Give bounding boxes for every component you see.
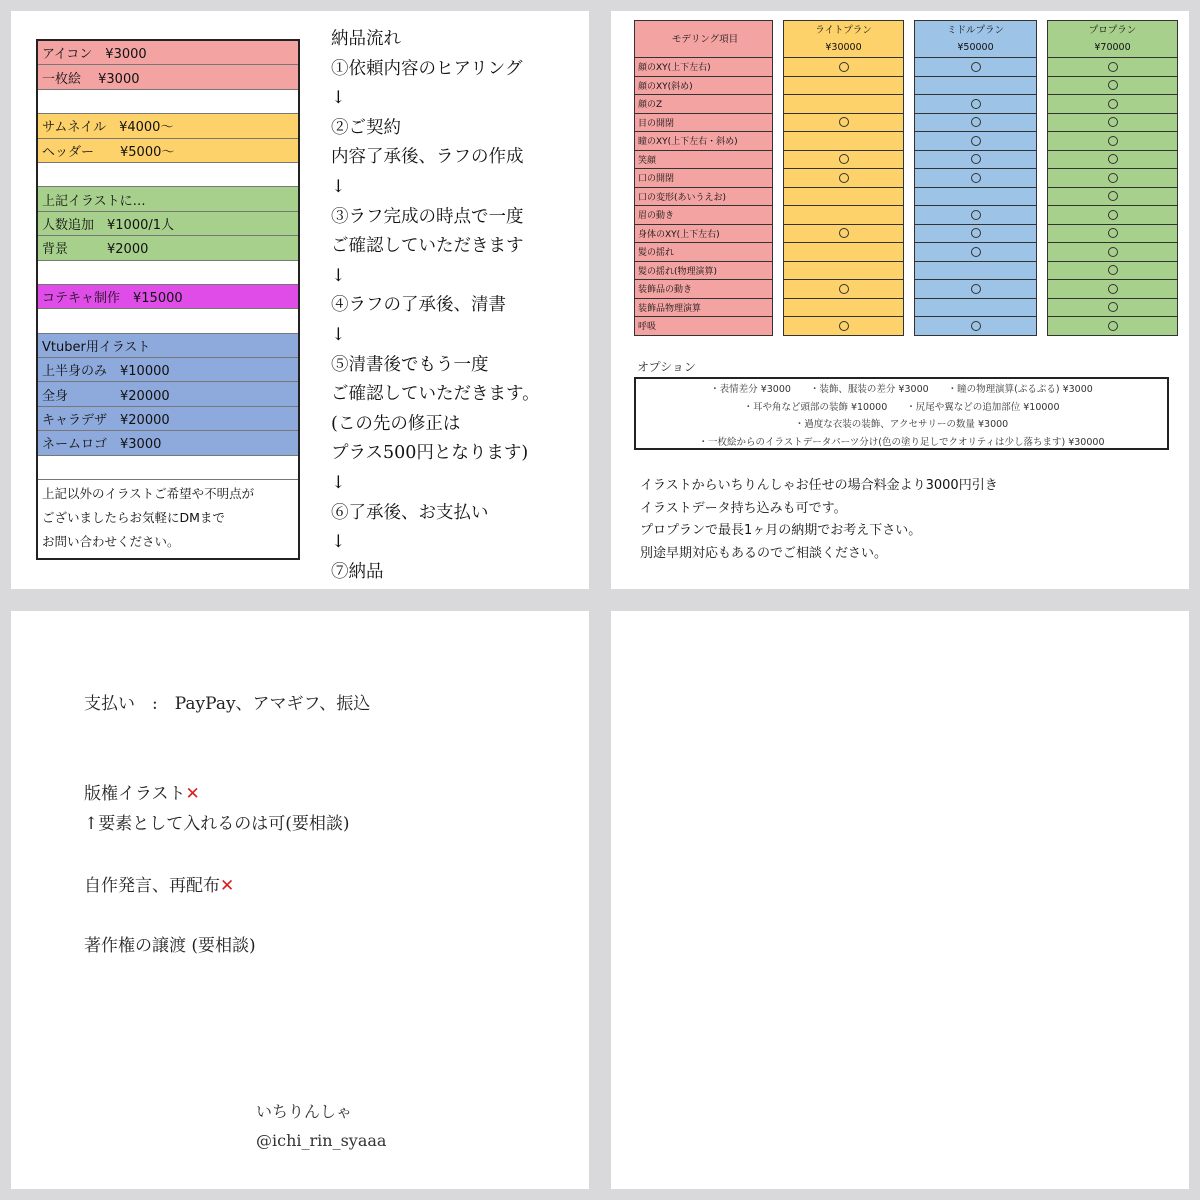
included-circle-icon	[1108, 321, 1118, 331]
modeling-row	[635, 76, 1178, 95]
price-row-label: ネームロゴ ¥3000	[42, 437, 162, 453]
included-circle-icon	[1108, 80, 1118, 90]
plan-pro-cell	[1048, 76, 1178, 95]
note-line: 別途早期対応もあるのでご相談ください。	[640, 545, 888, 561]
column-gap	[1037, 224, 1048, 243]
price-note-line: ございましたらお気軽にDMまで	[42, 510, 225, 526]
price-note	[38, 480, 298, 558]
price-row-label: 上半身のみ ¥10000	[42, 364, 170, 380]
flow-step: ③ラフ完成の時点で一度	[331, 206, 524, 227]
plan-middle-price: ¥50000	[957, 42, 994, 53]
price-row	[38, 41, 298, 65]
modeling-item: 口の開閉	[635, 169, 773, 188]
price-row-label: コテキャ制作 ¥15000	[42, 291, 183, 307]
column-gap	[773, 206, 784, 225]
included-circle-icon	[1108, 173, 1118, 183]
plan-pro-price: ¥70000	[1094, 42, 1131, 53]
price-row	[38, 187, 298, 211]
included-circle-icon	[971, 321, 981, 331]
column-gap	[904, 280, 915, 299]
plan-light-cell	[784, 150, 904, 169]
column-gap	[904, 150, 915, 169]
column-gap	[904, 317, 915, 336]
flow-step: ⑤清書後でもう一度	[331, 354, 489, 375]
fanart-rule	[84, 779, 200, 804]
price-row-label: 上記イラストに…	[42, 193, 146, 209]
modeling-table	[634, 20, 1178, 336]
column-gap	[773, 243, 784, 262]
column-gap	[904, 132, 915, 151]
flow-step: ④ラフの了承後、清書	[331, 295, 506, 316]
plan-pro-cell	[1048, 150, 1178, 169]
modeling-item: 装飾品物理演算	[635, 298, 773, 317]
self-claim-rule	[84, 871, 234, 896]
price-rows	[38, 41, 298, 480]
modeling-row	[635, 206, 1178, 225]
plan-light-cell	[784, 224, 904, 243]
plan-middle-header	[915, 21, 1037, 58]
plan-pro-cell	[1048, 224, 1178, 243]
column-gap	[1037, 113, 1048, 132]
plan-middle-cell	[915, 243, 1037, 262]
fanart-label: 版権イラスト	[84, 784, 186, 804]
plan-middle-cell	[915, 187, 1037, 206]
included-circle-icon	[1108, 210, 1118, 220]
column-gap	[904, 224, 915, 243]
plan-light-cell	[784, 206, 904, 225]
included-circle-icon	[971, 99, 981, 109]
column-gap	[1037, 95, 1048, 114]
note-line: イラストデータ持ち込みも可です。	[640, 500, 847, 516]
plan-pro-cell	[1048, 298, 1178, 317]
plan-pro-cell	[1048, 243, 1178, 262]
option-line: ・耳や角など頭部の装飾 ¥10000 ・尻尾や翼などの追加部位 ¥10000	[743, 401, 1060, 413]
plan-middle-name: ミドルプラン	[946, 25, 1004, 36]
price-note-line: お問い合わせください。	[42, 534, 180, 550]
price-row	[38, 358, 298, 382]
options-label: オプション	[637, 360, 696, 374]
plan-pro-cell	[1048, 169, 1178, 188]
note-line: イラストからいちりんしゃお任せの場合料金より3000円引き	[640, 478, 998, 493]
plan-light-name: ライトプラン	[815, 25, 872, 36]
price-row-label: 人数追加 ¥1000/1人	[42, 217, 175, 233]
modeling-item: 呼吸	[635, 317, 773, 336]
plan-light-cell	[784, 261, 904, 280]
blank-panel	[611, 611, 1189, 1189]
column-gap	[773, 113, 784, 132]
terms-panel	[11, 611, 589, 1189]
flow-step: プラス500円となります)	[331, 443, 529, 464]
option-line: ・過度な衣装の装飾、アクセサリーの数量 ¥3000	[794, 419, 1009, 430]
included-circle-icon	[839, 154, 849, 164]
plan-light-cell	[784, 132, 904, 151]
column-gap	[773, 21, 784, 58]
included-circle-icon	[1108, 302, 1118, 312]
plan-light-cell	[784, 187, 904, 206]
modeling-item: 目の開閉	[635, 113, 773, 132]
modeling-row	[635, 243, 1178, 262]
modeling-item: 髪の揺れ	[635, 243, 773, 262]
column-gap	[773, 298, 784, 317]
modeling-row	[635, 169, 1178, 188]
price-row-label: アイコン ¥3000	[42, 47, 147, 63]
included-circle-icon	[1108, 247, 1118, 257]
plan-light-cell	[784, 58, 904, 77]
included-circle-icon	[971, 228, 981, 238]
included-circle-icon	[1108, 265, 1118, 275]
included-circle-icon	[971, 173, 981, 183]
price-row-label: サムネイル ¥4000〜	[42, 120, 174, 136]
flow-arrow: ↓	[331, 176, 346, 197]
plan-pro-cell	[1048, 95, 1178, 114]
column-gap	[904, 206, 915, 225]
column-gap	[773, 280, 784, 299]
column-gap	[904, 76, 915, 95]
price-note-line: 上記以外のイラストご希望や不明点が	[42, 486, 255, 502]
plan-light-cell	[784, 280, 904, 299]
cross-icon: ✕	[220, 876, 235, 896]
price-list-panel	[11, 11, 589, 589]
column-gap	[1037, 317, 1048, 336]
plan-middle-cell	[915, 76, 1037, 95]
included-circle-icon	[1108, 191, 1118, 201]
price-spacer-row	[38, 163, 298, 187]
options-box	[634, 377, 1169, 450]
column-gap	[1037, 243, 1048, 262]
flow-step: ①依頼内容のヒアリング	[331, 58, 523, 79]
price-row	[38, 114, 298, 138]
price-row-label: 一枚絵 ¥3000	[42, 71, 140, 87]
price-row	[38, 65, 298, 89]
price-row-label: Vtuber用イラスト	[42, 339, 151, 355]
plan-middle-cell	[915, 298, 1037, 317]
included-circle-icon	[839, 173, 849, 183]
column-gap	[773, 224, 784, 243]
column-gap	[773, 76, 784, 95]
price-row	[38, 334, 298, 358]
column-gap	[904, 58, 915, 77]
price-row-label: ヘッダー ¥5000〜	[42, 144, 175, 160]
plan-light-cell	[784, 95, 904, 114]
column-gap	[773, 169, 784, 188]
fanart-note: ↑要素として入れるのは可(要相談)	[84, 814, 350, 834]
plan-pro-cell	[1048, 58, 1178, 77]
plan-light-header	[784, 21, 904, 58]
included-circle-icon	[1108, 99, 1118, 109]
included-circle-icon	[971, 154, 981, 164]
option-line: ・表情差分 ¥3000 ・装飾、服装の差分 ¥3000 ・瞳の物理演算(ぷるぷる) ¥3000	[710, 384, 1093, 395]
modeling-item: 身体のXY(上下左右)	[635, 224, 773, 243]
modeling-header-row	[635, 21, 1178, 58]
modeling-row	[635, 317, 1178, 336]
cross-icon: ✕	[185, 784, 200, 804]
price-row	[38, 285, 298, 309]
flow-step: ご確認していただきます	[331, 236, 524, 257]
included-circle-icon	[971, 62, 981, 72]
modeling-row	[635, 224, 1178, 243]
included-circle-icon	[1108, 136, 1118, 146]
plan-pro-cell	[1048, 113, 1178, 132]
included-circle-icon	[1108, 154, 1118, 164]
price-row	[38, 236, 298, 260]
price-row	[38, 139, 298, 163]
flow-arrow: ↓	[331, 532, 346, 553]
column-gap	[904, 243, 915, 262]
modeling-item: 顔のZ	[635, 95, 773, 114]
included-circle-icon	[971, 117, 981, 127]
included-circle-icon	[839, 228, 849, 238]
modeling-row	[635, 113, 1178, 132]
signature-name: いちりんしゃ	[256, 1102, 353, 1121]
plan-middle-cell	[915, 261, 1037, 280]
plan-pro-cell	[1048, 317, 1178, 336]
plan-pro-cell	[1048, 280, 1178, 299]
price-row	[38, 212, 298, 236]
included-circle-icon	[1108, 62, 1118, 72]
modeling-item: 眉の動き	[635, 206, 773, 225]
column-gap	[1037, 206, 1048, 225]
plan-middle-cell	[915, 150, 1037, 169]
note-line: プロプランで最長1ヶ月の納期でお考え下さい。	[640, 523, 922, 538]
plan-pro-header	[1048, 21, 1178, 58]
plan-middle-cell	[915, 206, 1037, 225]
flow-arrow: ↓	[331, 324, 346, 345]
modeling-row	[635, 280, 1178, 299]
plan-light-cell	[784, 243, 904, 262]
column-gap	[773, 187, 784, 206]
flow-step: ②ご契約	[331, 117, 401, 138]
modeling-item: 瞳のXY(上下左右・斜め)	[635, 132, 773, 151]
included-circle-icon	[971, 284, 981, 294]
included-circle-icon	[971, 247, 981, 257]
price-row	[38, 382, 298, 406]
column-gap	[904, 169, 915, 188]
price-spacer-row	[38, 309, 298, 333]
price-row	[38, 431, 298, 455]
price-spacer-row	[38, 90, 298, 114]
included-circle-icon	[839, 284, 849, 294]
price-row-label: 全身 ¥20000	[42, 388, 170, 404]
plan-pro-name: プロプラン	[1088, 25, 1137, 36]
included-circle-icon	[971, 136, 981, 146]
column-gap	[904, 261, 915, 280]
column-gap	[1037, 187, 1048, 206]
flow-step: 内容了承後、ラフの作成	[331, 147, 524, 168]
plan-pro-cell	[1048, 206, 1178, 225]
signature-handle: @ichi_rin_syaaa	[256, 1131, 387, 1150]
flow-step: 納品流れ	[331, 29, 401, 49]
plan-middle-cell	[915, 280, 1037, 299]
column-gap	[773, 58, 784, 77]
included-circle-icon	[1108, 284, 1118, 294]
column-gap	[1037, 261, 1048, 280]
column-gap	[904, 21, 915, 58]
plan-light-cell	[784, 317, 904, 336]
column-gap	[904, 298, 915, 317]
flow-step: ⑦納品	[331, 561, 384, 582]
column-gap	[904, 187, 915, 206]
modeling-row	[635, 187, 1178, 206]
price-row-label: 背景 ¥2000	[42, 242, 149, 258]
plan-light-cell	[784, 76, 904, 95]
column-gap	[1037, 150, 1048, 169]
header-item-cell: モデリング項目	[635, 21, 773, 58]
plan-middle-cell	[915, 132, 1037, 151]
modeling-item: 笑顔	[635, 150, 773, 169]
modeling-item: 髪の揺れ(物理演算)	[635, 261, 773, 280]
option-line: ・一枚絵からのイラストデータパーツ分け(色の塗り足しでクオリティは少し落ちます) ¥30000	[698, 436, 1105, 448]
modeling-item: 顔のXY(上下左右)	[635, 58, 773, 77]
included-circle-icon	[839, 62, 849, 72]
plan-middle-cell	[915, 58, 1037, 77]
included-circle-icon	[971, 210, 981, 220]
flow-step: (この先の修正は	[331, 413, 461, 434]
self-claim-label: 自作発言、再配布	[84, 876, 220, 896]
column-gap	[1037, 132, 1048, 151]
column-gap	[904, 95, 915, 114]
plan-light-cell	[784, 113, 904, 132]
column-gap	[1037, 58, 1048, 77]
included-circle-icon	[839, 117, 849, 127]
modeling-row	[635, 298, 1178, 317]
modeling-row	[635, 95, 1178, 114]
plan-middle-cell	[915, 113, 1037, 132]
column-gap	[773, 261, 784, 280]
column-gap	[1037, 298, 1048, 317]
column-gap	[1037, 21, 1048, 58]
column-gap	[773, 150, 784, 169]
plan-light-cell	[784, 169, 904, 188]
column-gap	[1037, 280, 1048, 299]
flow-step: ⑥了承後、お支払い	[331, 502, 489, 523]
plan-middle-cell	[915, 317, 1037, 336]
column-gap	[773, 317, 784, 336]
modeling-item: 口の変形(あいうえお)	[635, 187, 773, 206]
modeling-item: 装飾品の動き	[635, 280, 773, 299]
included-circle-icon	[1108, 228, 1118, 238]
column-gap	[773, 132, 784, 151]
price-row	[38, 407, 298, 431]
included-circle-icon	[1108, 117, 1118, 127]
plan-middle-cell	[915, 169, 1037, 188]
plan-middle-cell	[915, 95, 1037, 114]
plan-middle-cell	[915, 224, 1037, 243]
column-gap	[904, 113, 915, 132]
included-circle-icon	[839, 321, 849, 331]
modeling-panel	[611, 11, 1189, 589]
flow-arrow: ↓	[331, 265, 346, 286]
plan-pro-cell	[1048, 261, 1178, 280]
price-spacer-row	[38, 261, 298, 285]
price-row-label: キャラデザ ¥20000	[42, 413, 170, 429]
modeling-row	[635, 132, 1178, 151]
flow-arrow: ↓	[331, 472, 346, 493]
modeling-row	[635, 150, 1178, 169]
column-gap	[1037, 76, 1048, 95]
modeling-item: 顔のXY(斜め)	[635, 76, 773, 95]
column-gap	[1037, 169, 1048, 188]
modeling-notes	[640, 475, 998, 565]
price-table	[36, 39, 300, 560]
price-spacer-row	[38, 456, 298, 480]
column-gap	[773, 95, 784, 114]
copyright-rule: 著作権の譲渡 (要相談)	[84, 936, 256, 956]
flow-step: ご確認していただきます。	[331, 384, 540, 405]
plan-pro-cell	[1048, 132, 1178, 151]
plan-light-price: ¥30000	[825, 42, 862, 53]
plan-light-cell	[784, 298, 904, 317]
modeling-row	[635, 261, 1178, 280]
plan-pro-cell	[1048, 187, 1178, 206]
delivery-flow	[331, 25, 540, 587]
modeling-row	[635, 58, 1178, 77]
payment-methods: 支払い : PayPay、アマギフ、振込	[84, 694, 371, 714]
flow-arrow: ↓	[331, 88, 346, 109]
